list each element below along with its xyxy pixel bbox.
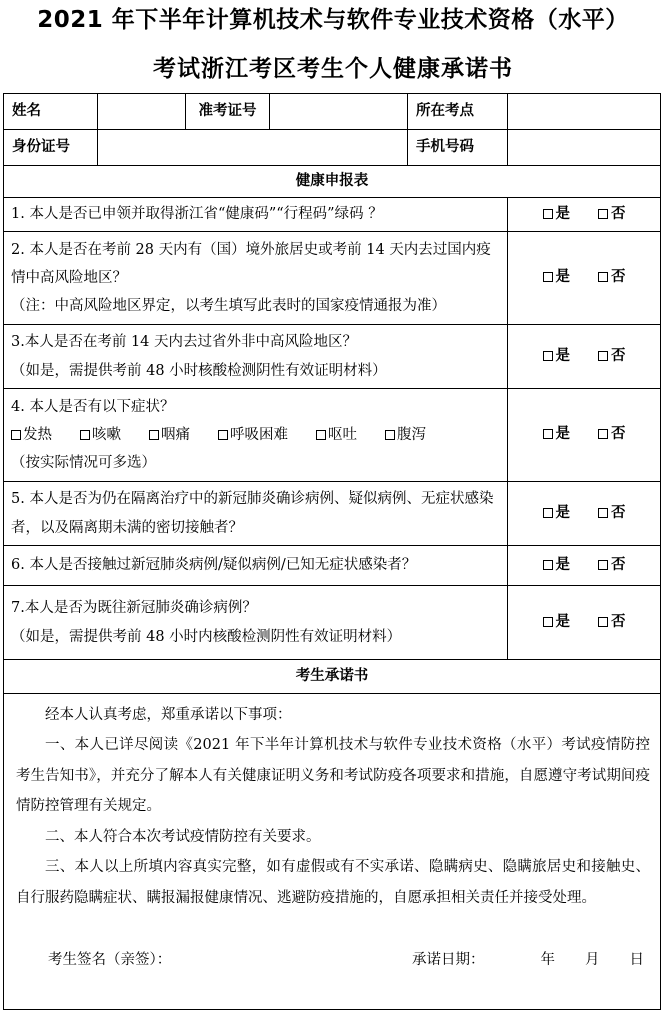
date-day: 日 bbox=[629, 952, 644, 968]
yes-no-options bbox=[508, 546, 661, 586]
option-no[interactable]: 否 bbox=[598, 203, 626, 226]
checkbox-icon[interactable] bbox=[598, 617, 608, 627]
symptom-list bbox=[11, 421, 499, 449]
yes-no-options bbox=[508, 325, 661, 389]
question-row bbox=[4, 546, 661, 586]
yes-no-options bbox=[508, 232, 661, 325]
checkbox-icon[interactable] bbox=[598, 429, 608, 439]
checkbox-icon[interactable] bbox=[543, 429, 553, 439]
checkbox-icon[interactable] bbox=[598, 351, 608, 361]
signature-label: 考生签名（亲签）： bbox=[48, 952, 172, 968]
checkbox-icon[interactable] bbox=[11, 430, 21, 440]
checkbox-icon[interactable] bbox=[543, 617, 553, 627]
question-text: 1. 本人是否已申领并取得浙江省“健康码”“行程码”绿码 ？ bbox=[4, 198, 508, 232]
checkbox-icon[interactable] bbox=[543, 272, 553, 282]
option-no[interactable]: 否 bbox=[598, 266, 626, 289]
option-yes[interactable]: 是 bbox=[543, 502, 571, 525]
question-row bbox=[4, 232, 661, 325]
question-text: 2. 本人是否在考前 28 天内有（国）境外旅居史或考前 14 天内去过国内疫情中高风险地区？ （注：中高风险地区界定，以考生填写此表时的国家疫情通报为准） bbox=[4, 232, 508, 325]
checkbox-icon[interactable] bbox=[598, 560, 608, 570]
id-number-label: 身份证号 bbox=[4, 130, 98, 166]
checkbox-icon[interactable] bbox=[598, 508, 608, 518]
question-text: 6. 本人是否接触过新冠肺炎病例/疑似病例/已知无症状感染者？ bbox=[4, 546, 508, 586]
phone-field[interactable] bbox=[508, 130, 661, 166]
question-text: 3.本人是否在考前 14 天内去过省外非中高风险地区？ （如是，需提供考前 48 小时核酸检测阴性有效证明材料） bbox=[4, 325, 508, 389]
symptom-option[interactable]: 呼吸困难 bbox=[218, 421, 288, 449]
symptom-option[interactable]: 咳嗽 bbox=[80, 421, 121, 449]
checkbox-icon[interactable] bbox=[149, 430, 159, 440]
date-month: 月 bbox=[585, 952, 600, 968]
checkbox-icon[interactable] bbox=[598, 272, 608, 282]
question-row bbox=[4, 198, 661, 232]
form-table bbox=[3, 93, 661, 1010]
pledge-section-title: 考生承诺书 bbox=[4, 660, 661, 694]
option-yes[interactable]: 是 bbox=[543, 203, 571, 226]
pledge-item-1: 一、本人已详尽阅读《2021 年下半年计算机技术与软件专业技术资格（水平）考试疫情防控考生告知书》，并充分了解本人有关健康证明义务和考试防疫各项要求和措施，自愿遵守考试期间疫情防控管理有关规定。 bbox=[16, 737, 650, 815]
pledge-item-2: 二、本人符合本次考试疫情防控有关要求。 bbox=[45, 828, 321, 845]
form-title-line1: 2021 年下半年计算机技术与软件专业技术资格（水平） bbox=[37, 7, 629, 33]
question-row bbox=[4, 482, 661, 546]
question-row bbox=[4, 325, 661, 389]
question-row bbox=[4, 586, 661, 660]
pledge-body bbox=[4, 694, 661, 1010]
exam-site-field[interactable] bbox=[508, 94, 661, 130]
option-no[interactable]: 否 bbox=[598, 611, 626, 634]
pledge-item-3: 三、本人以上所填内容真实完整，如有虚假或有不实承诺、隐瞒病史、隐瞒旅居史和接触史、自行服药隐瞒症状、瞒报漏报健康情况、逃避防疫措施的，自愿承担相关责任并接受处理。 bbox=[16, 859, 650, 906]
symptom-option[interactable]: 咽痛 bbox=[149, 421, 190, 449]
question-row bbox=[4, 389, 661, 482]
name-label: 姓名 bbox=[4, 94, 98, 130]
option-no[interactable]: 否 bbox=[598, 502, 626, 525]
option-yes[interactable]: 是 bbox=[543, 423, 571, 446]
yes-no-options bbox=[508, 482, 661, 546]
date-year: 年 bbox=[540, 952, 555, 968]
signature-line bbox=[4, 949, 660, 973]
yes-no-options bbox=[508, 586, 661, 660]
checkbox-icon[interactable] bbox=[80, 430, 90, 440]
symptom-option[interactable]: 腹泻 bbox=[385, 421, 426, 449]
checkbox-icon[interactable] bbox=[385, 430, 395, 440]
health-section-title: 健康申报表 bbox=[4, 166, 661, 198]
id-number-field[interactable] bbox=[98, 130, 408, 166]
symptom-option[interactable]: 呕吐 bbox=[316, 421, 357, 449]
option-yes[interactable]: 是 bbox=[543, 266, 571, 289]
checkbox-icon[interactable] bbox=[543, 508, 553, 518]
option-yes[interactable]: 是 bbox=[543, 554, 571, 577]
form-title-line2: 考试浙江考区考生个人健康承诺书 bbox=[153, 56, 513, 82]
checkbox-icon[interactable] bbox=[316, 430, 326, 440]
question-text: 7.本人是否为既往新冠肺炎确诊病例？ （如是，需提供考前 48 小时内核酸检测阴性有效证明材料） bbox=[4, 586, 508, 660]
yes-no-options bbox=[508, 198, 661, 232]
checkbox-icon[interactable] bbox=[543, 209, 553, 219]
exam-site-label: 所在考点 bbox=[408, 94, 508, 130]
pledge-date-label: 承诺日期： bbox=[412, 952, 485, 968]
checkbox-icon[interactable] bbox=[543, 560, 553, 570]
option-no[interactable]: 否 bbox=[598, 423, 626, 446]
pledge-intro: 经本人认真考虑，郑重承诺以下事项： bbox=[45, 707, 292, 723]
checkbox-icon[interactable] bbox=[218, 430, 228, 440]
phone-label: 手机号码 bbox=[408, 130, 508, 166]
option-no[interactable]: 否 bbox=[598, 345, 626, 368]
yes-no-options bbox=[508, 389, 661, 482]
checkbox-icon[interactable] bbox=[598, 209, 608, 219]
admission-number-label: 准考证号 bbox=[186, 94, 270, 130]
name-field[interactable] bbox=[98, 94, 186, 130]
checkbox-icon[interactable] bbox=[543, 351, 553, 361]
question-text: 4. 本人是否有以下症状？ 发热 咳嗽 咽痛 呼吸困难 呕吐 腹泻 （按实际情况可多选） bbox=[4, 389, 508, 482]
symptom-option[interactable]: 发热 bbox=[11, 421, 52, 449]
option-yes[interactable]: 是 bbox=[543, 345, 571, 368]
admission-number-field[interactable] bbox=[270, 94, 408, 130]
option-no[interactable]: 否 bbox=[598, 554, 626, 577]
pledge-date-fields[interactable] bbox=[511, 949, 645, 972]
option-yes[interactable]: 是 bbox=[543, 611, 571, 634]
question-text: 5. 本人是否为仍在隔离治疗中的新冠肺炎确诊病例、疑似病例、无症状感染者，以及隔离期未满的密切接触者？ bbox=[4, 482, 508, 546]
